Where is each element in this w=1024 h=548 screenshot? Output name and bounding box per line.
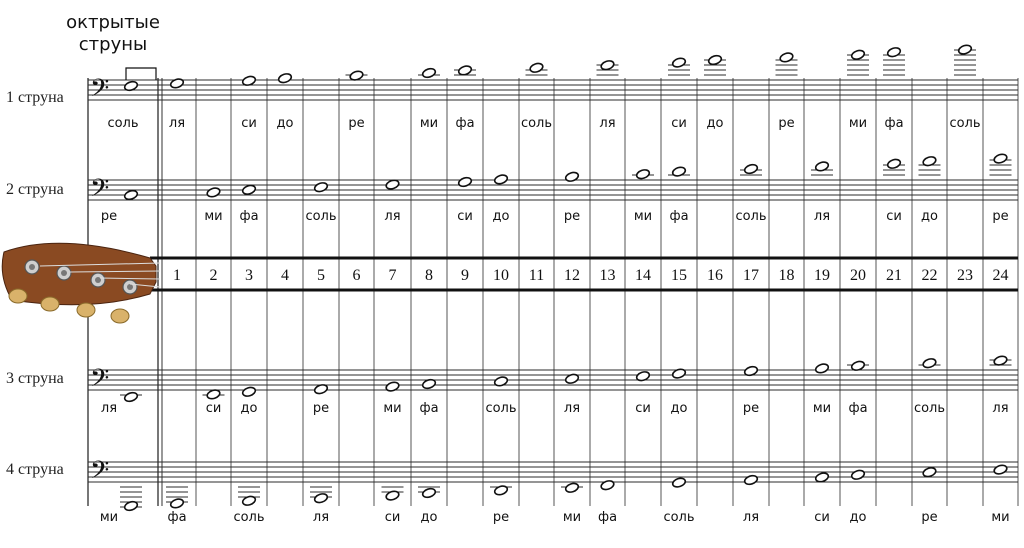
note-name-label: ля — [742, 510, 760, 525]
note-name-label: ре — [992, 209, 1009, 224]
note-head — [382, 487, 404, 501]
note-name-label: ми — [562, 510, 582, 525]
note-head — [385, 179, 400, 191]
note-head-shape — [815, 363, 830, 375]
note-head — [494, 174, 509, 186]
note-name-label: ми — [419, 116, 439, 131]
bass-clef-icon: 𝄢 — [90, 74, 110, 109]
tuning-peg-icon — [111, 309, 129, 323]
note-name-label: фа — [884, 116, 904, 131]
note-head — [170, 78, 185, 90]
note-head-shape — [314, 492, 329, 504]
note-name-label: ми — [633, 209, 653, 224]
note-name-label: фа — [167, 510, 187, 525]
note-head-shape — [600, 479, 615, 491]
fret-number: 9 — [461, 267, 469, 284]
note-head-shape — [672, 368, 687, 380]
note-head-shape — [887, 46, 902, 58]
note-head — [120, 391, 142, 403]
note-name-label: ля — [599, 116, 616, 131]
note-head-shape — [385, 179, 400, 191]
note-name-label: до — [276, 116, 294, 131]
note-head — [672, 368, 687, 380]
bass-clef-icon: 𝄢 — [90, 456, 110, 491]
note-head — [776, 52, 798, 75]
note-name-label: си — [241, 116, 257, 131]
note-head — [632, 168, 654, 180]
note-head-shape — [494, 485, 509, 497]
note-head-shape — [851, 469, 866, 481]
note-head-shape — [672, 166, 687, 178]
tuning-peg-icon — [9, 289, 27, 303]
note-head — [314, 181, 329, 193]
note-head — [600, 479, 615, 491]
bass-clef-icon: 𝄢 — [90, 364, 110, 399]
note-head-shape — [314, 181, 329, 193]
note-head — [385, 381, 400, 393]
note-head-shape — [278, 72, 293, 84]
string-label: 2 струна — [6, 181, 64, 198]
note-name-label: ля — [312, 510, 330, 525]
tuning-post-hole — [127, 284, 133, 290]
note-name-label: ми — [204, 209, 223, 224]
note-head — [494, 376, 509, 388]
note-head-shape — [385, 381, 400, 393]
tuning-post-hole — [29, 264, 35, 270]
note-head — [990, 153, 1012, 175]
note-head-shape — [170, 78, 185, 90]
note-name-label: си — [635, 401, 651, 416]
note-head-shape — [887, 158, 902, 170]
note-name-label: ре — [778, 116, 795, 131]
note-name-label: фа — [669, 209, 689, 224]
fret-number: 17 — [743, 267, 759, 284]
note-head — [120, 487, 142, 512]
note-head — [993, 464, 1008, 476]
note-name-label: ля — [100, 401, 118, 416]
note-name-label: си — [886, 209, 902, 224]
note-head-shape — [206, 187, 221, 199]
fret-number: 5 — [317, 267, 325, 284]
fret-number: 20 — [850, 267, 866, 284]
note-head — [883, 46, 905, 75]
note-name-label: соль — [305, 209, 337, 224]
note-head-shape — [422, 487, 437, 499]
note-head-shape — [242, 184, 257, 196]
open-strings-bracket — [126, 68, 156, 80]
note-head — [454, 65, 476, 77]
open-strings-header-line1: октрытые — [66, 12, 160, 33]
note-name-label: ля — [168, 116, 186, 131]
fret-number: 18 — [778, 267, 795, 284]
string-label: 4 струна — [6, 461, 64, 478]
fret-number: 21 — [886, 267, 902, 284]
note-head — [851, 469, 866, 481]
note-name-label: ля — [813, 209, 831, 224]
note-name-label: фа — [848, 401, 868, 416]
fret-number: 8 — [425, 267, 433, 284]
note-head — [242, 184, 257, 196]
note-head — [278, 72, 293, 84]
note-head-shape — [958, 44, 973, 56]
note-name-label: ре — [100, 209, 118, 224]
note-name-label: до — [921, 209, 938, 224]
note-name-label: соль — [913, 401, 946, 416]
note-head — [883, 158, 905, 175]
note-name-label: ре — [563, 209, 581, 224]
note-name-label: до — [240, 401, 258, 416]
note-name-label: ре — [921, 510, 938, 525]
fret-number: 22 — [921, 267, 938, 284]
note-head-shape — [922, 357, 937, 369]
note-head — [565, 171, 580, 183]
note-head — [418, 67, 440, 79]
open-strings-header-line2: струны — [78, 34, 148, 55]
note-head — [668, 57, 690, 75]
note-head-shape — [242, 386, 257, 398]
note-head-shape — [385, 490, 400, 502]
note-name-label: фа — [419, 401, 439, 416]
fret-number: 24 — [992, 267, 1009, 284]
note-head — [815, 472, 830, 484]
note-head-shape — [636, 168, 651, 180]
note-head-shape — [565, 482, 580, 494]
note-name-label: до — [706, 116, 724, 131]
note-name-label: ля — [563, 401, 581, 416]
fret-number: 19 — [814, 267, 830, 284]
note-head-shape — [458, 65, 473, 77]
note-head-shape — [672, 57, 687, 69]
note-name-label: до — [849, 510, 867, 525]
note-head-shape — [565, 171, 580, 183]
fret-number: 3 — [245, 267, 253, 284]
note-head-shape — [124, 391, 139, 403]
fret-number: 1 — [173, 267, 181, 284]
note-name-label: соль — [107, 116, 139, 131]
note-head-shape — [815, 161, 830, 173]
note-name-label: до — [670, 401, 688, 416]
note-name-label: си — [457, 209, 473, 224]
note-head-shape — [422, 67, 437, 79]
note-name-label: си — [671, 116, 687, 131]
note-head-shape — [494, 174, 509, 186]
note-name-label: ми — [383, 401, 402, 416]
note-head — [704, 54, 726, 75]
fret-number: 10 — [493, 267, 509, 284]
note-head-shape — [170, 498, 185, 510]
note-head — [919, 357, 941, 369]
note-head — [668, 166, 690, 178]
note-name-label: соль — [735, 209, 767, 224]
fret-number: 12 — [564, 267, 580, 284]
note-head — [990, 355, 1012, 367]
fret-number: 15 — [671, 267, 687, 284]
note-head-shape — [744, 474, 759, 486]
note-head — [166, 487, 188, 509]
note-head-shape — [124, 189, 139, 201]
note-head-shape — [672, 477, 687, 489]
note-head — [922, 466, 937, 478]
note-head-shape — [744, 163, 759, 175]
tuning-post-hole — [61, 270, 67, 276]
note-name-label: ре — [492, 510, 510, 525]
fret-number: 7 — [388, 267, 397, 284]
note-head — [206, 187, 221, 199]
bass-headstock-icon — [2, 243, 160, 323]
note-head — [238, 487, 260, 507]
fret-number: 11 — [528, 267, 545, 284]
note-head — [490, 485, 512, 497]
note-name-label: фа — [239, 209, 259, 224]
note-head — [815, 363, 830, 375]
note-head-shape — [815, 472, 830, 484]
note-name-label: ми — [991, 510, 1010, 525]
note-name-label: ре — [348, 116, 365, 131]
note-name-label: си — [814, 510, 830, 525]
note-head-shape — [993, 464, 1008, 476]
note-head — [672, 477, 687, 489]
note-head — [597, 59, 619, 75]
note-head — [919, 155, 941, 175]
note-name-label: си — [384, 510, 401, 525]
note-head — [526, 62, 548, 75]
note-head — [561, 482, 583, 494]
note-name-label: ми — [99, 510, 119, 525]
note-head-shape — [529, 62, 544, 74]
bass-clef-icon: 𝄢 — [90, 174, 110, 209]
fret-number: 6 — [352, 267, 361, 284]
note-head-shape — [494, 376, 509, 388]
note-head — [458, 176, 473, 188]
note-head — [418, 487, 440, 499]
note-name-label: ре — [742, 401, 760, 416]
fret-number: 23 — [957, 267, 973, 284]
note-name-label: ля — [992, 401, 1009, 416]
note-head-shape — [708, 54, 723, 66]
note-name-label: соль — [233, 510, 265, 525]
note-head — [811, 161, 833, 175]
note-name-label: ми — [848, 116, 868, 131]
fret-number: 13 — [599, 267, 616, 284]
note-name-label: соль — [663, 510, 695, 525]
note-head — [744, 474, 759, 486]
note-head — [847, 49, 869, 75]
note-head-shape — [922, 466, 937, 478]
fret-number: 16 — [707, 267, 723, 284]
note-head — [954, 44, 976, 75]
note-head-shape — [851, 49, 866, 61]
fret-number: 4 — [281, 267, 289, 284]
string-label: 1 струна — [6, 89, 64, 106]
note-name-label: ми — [812, 401, 832, 416]
string-label: 3 струна — [6, 370, 64, 387]
note-head — [740, 163, 762, 175]
tuning-peg-icon — [77, 303, 95, 317]
note-head-shape — [600, 59, 615, 71]
note-name-label: фа — [455, 116, 475, 131]
note-name-label: до — [492, 209, 510, 224]
note-head-shape — [779, 52, 794, 64]
fret-number: 2 — [209, 267, 218, 284]
note-head — [310, 487, 332, 504]
note-head-shape — [458, 176, 473, 188]
tuning-peg-icon — [41, 297, 59, 311]
note-head — [124, 189, 139, 201]
fret-number: 14 — [635, 267, 651, 284]
note-head-shape — [993, 153, 1008, 165]
note-name-label: ля — [384, 209, 401, 224]
note-name-label: соль — [520, 116, 553, 131]
note-name-label: фа — [597, 510, 618, 525]
note-name-label: до — [420, 510, 438, 525]
note-name-label: соль — [949, 116, 981, 131]
note-head — [242, 386, 257, 398]
note-name-label: ре — [312, 401, 330, 416]
note-name-label: си — [205, 401, 222, 416]
note-name-label: соль — [485, 401, 517, 416]
